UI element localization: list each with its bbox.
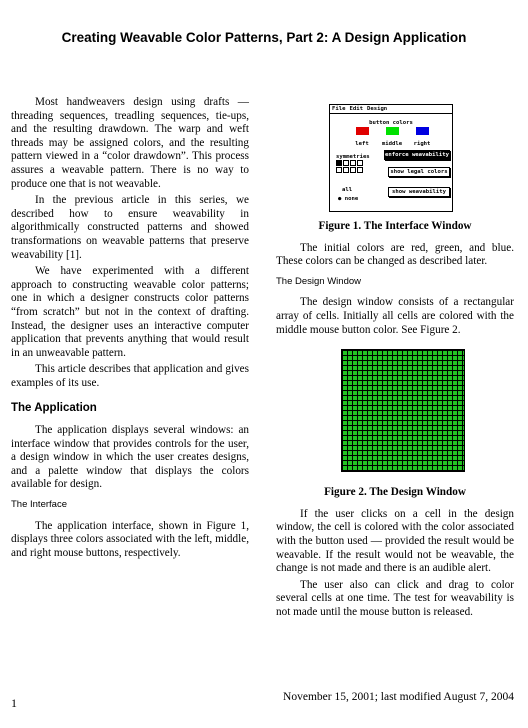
menu-bar [330, 105, 452, 114]
paragraph: The initial colors are red, green, and blue. These colors can be changed as described later. [276, 241, 514, 268]
symmetry-icons [336, 160, 363, 173]
paragraph: The user also can click and drag to color several cells at one time. The test for weavability is not made until the mouse button is released. [276, 578, 514, 618]
symmetries-label: symmetries [336, 154, 370, 160]
left-color-swatch [356, 127, 369, 135]
subsection-heading-interface: The Interface [11, 499, 67, 511]
all-label: all [342, 187, 353, 193]
paragraph: The application displays several windows: an interface window that provides controls for the user, a design window in which the user creates designs, and a palette window that displays the colors available for design. [11, 424, 249, 491]
symmetry-icon [343, 160, 349, 166]
section-heading-application: The Application [11, 402, 97, 415]
paragraph: In the previous article in this series, we described how to ensure weavability in algorithmically constructed patterns and showed transformations on weavable patterns that preserve weavability [1]. [11, 194, 249, 261]
paragraph: This article describes that application and gives examples of its use. [11, 363, 249, 389]
enforce-weavability-button: enforce weavability [385, 152, 449, 158]
show-weavability-button: show weavability [388, 187, 450, 197]
show-legal-colors-button: show legal colors [388, 167, 450, 177]
menu-design: Design [366, 106, 388, 112]
figure-1-interface-window [329, 104, 453, 212]
paragraph: Most handweavers design using drafts — threading sequences, treadling sequences, tie-ups, and the resulting drawdown. The warp and weft threads may be assigned colors, and the resulting pattern viewed in a “color drawdown”. This process assures a weavable pattern. There is no way to produce one that is not weavable. [11, 96, 249, 190]
middle-label: middle [381, 141, 403, 147]
symmetry-icon [350, 167, 356, 173]
symmetry-icon [350, 160, 356, 166]
middle-color-swatch [386, 127, 399, 135]
right-label: right [413, 141, 431, 147]
menu-edit: Edit [349, 106, 363, 112]
button-colors-label: button colors [369, 120, 413, 126]
page-number: 1 [11, 696, 17, 710]
footer-date: November 15, 2001; last modified August 7, 2004 [283, 691, 514, 703]
figure-2-design-grid [341, 349, 465, 472]
figure-2-caption: Figure 2. The Design Window [324, 486, 466, 499]
paper-title: Creating Weavable Color Patterns, Part 2: A Design Application [61, 30, 467, 45]
subsection-heading-design-window: The Design Window [276, 275, 362, 287]
menu-file: File [332, 106, 346, 112]
symmetry-icon [336, 167, 342, 173]
paragraph: The design window consists of a rectangular array of cells. Initially all cells are colored with the middle mouse button color. See Figure 2. [276, 296, 514, 336]
right-color-swatch [416, 127, 429, 135]
symmetry-icon [343, 167, 349, 173]
left-label: left [355, 141, 369, 147]
figure-1-caption: Figure 1. The Interface Window [318, 220, 472, 232]
left-column [11, 96, 249, 563]
symmetry-icon [336, 160, 342, 166]
symmetry-icon [357, 167, 363, 173]
none-label: ● none [338, 196, 359, 202]
paragraph: If the user clicks on a cell in the design window, the cell is colored with the color associated with the button used — provided the result would be weavable. If the result would not be weavable, the change is not made and there is an audible alert. [276, 507, 514, 575]
paragraph: We have experimented with a different approach to constructing weavable color patterns; one in which a designer constructs color patterns “from scratch” but not in the context of drafting. Instead, the designer uses an interactive computer application that prevents anything that would result in an unweavable pattern. [11, 265, 249, 359]
paragraph: The application interface, shown in Figure 1, displays three colors associated with the left, middle, and right mouse buttons, respectively. [11, 519, 249, 559]
right-column [276, 96, 514, 623]
symmetry-icon [357, 160, 363, 166]
